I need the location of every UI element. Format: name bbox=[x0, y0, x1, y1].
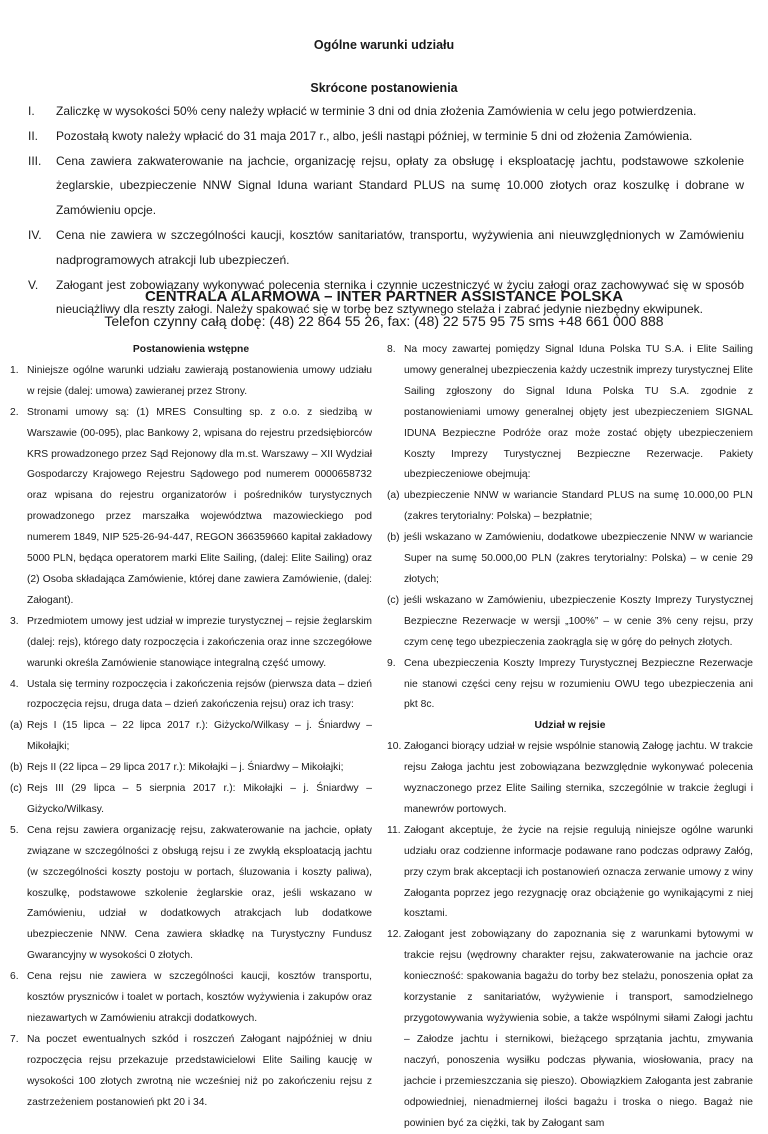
list-item bbox=[387, 591, 753, 654]
central-heading: CENTRALA ALARMOWA – INTER PARTNER ASSISTANCE POLSKA bbox=[144, 288, 624, 305]
item-text: Rejs II (22 lipca – 29 lipca 2017 r.): Mikołajki – j. Śniardwy – Mikołajki; bbox=[27, 762, 344, 774]
list-item bbox=[10, 779, 372, 821]
list-item bbox=[10, 1030, 372, 1114]
summary-item-text: Załogant jest zobowiązany wykonywać polecenia sternika i czynnie uczestniczyć w życiu załogi oraz zachowywać się w sposób nieuciążliwy dla reszty załogi. Należy spakować się w torbę bez sztywnego stelaża i zabrać jedynie niezbędny ekwipunek. bbox=[56, 277, 744, 317]
item-text: Załogant jest zobowiązany do zapoznania się z warunkami bytowymi w trakcie rejsu (wędrowny charakter rejsu, zakwaterowanie na jachcie oraz konieczność: spakowania bagażu do torby bez stelażu, ponoszenia opłat za korzystanie z sanitariatów, wyżywienie i transport, samodzielnego przygotowywania wyżywienia sobie, a także wspólnymi siłami Załogi jachtu – Załodze jachtu i sternikowi, bieżącego sprzątania jachtu, zmywania naczyń, ponoszenia wysiłku podczas pływania, wiosłowania, pracy na jachcie i przemieszczania się pieszo). Obowiązkiem Załoganta jest zabranie odpowiedniej, nienadmiernej ilości bagażu i troska o niego. Bagaż nie powinien być za ciężki, tak by Załogant sam bbox=[404, 929, 753, 1129]
summary-item-number: II. bbox=[28, 128, 39, 143]
item-number: 12. bbox=[387, 929, 402, 941]
list-item bbox=[387, 654, 753, 717]
item-number: 7. bbox=[10, 1033, 19, 1045]
list-item bbox=[387, 737, 753, 821]
phone-line: Telefon czynny całą dobę: (48) 22 864 55 26, fax: (48) 22 575 95 75 sms +48 661 000 888 bbox=[104, 313, 664, 329]
item-number: 6. bbox=[10, 971, 19, 983]
item-number: 3. bbox=[10, 615, 19, 627]
item-number: (c) bbox=[10, 783, 23, 795]
item-number: (b) bbox=[10, 762, 23, 774]
item-number: 1. bbox=[10, 364, 19, 376]
list-item bbox=[387, 340, 753, 486]
list-item bbox=[10, 821, 372, 967]
summary-item-text: Cena zawiera zakwaterowanie na jachcie, organizację rejsu, opłaty za obsługę i eksploatację jachtu, podstawowe szkolenie żeglarskie, ubezpieczenie NNW Signal Iduna wariant Standard PLUS na sumę 10.000 złotych oraz koszulkę i dobrane w Zamówieniu opcje. bbox=[56, 153, 744, 218]
list-item bbox=[10, 716, 372, 758]
page-title: Ogólne warunki udziału bbox=[313, 38, 455, 52]
item-text: Załogant akceptuje, że życie na rejsie regulują niniejsze ogólne warunki udziału oraz codzienne informacje podawane rano podczas odprawy Załóg, przy czym brak akceptacji ich postanowień oznacza zerwanie umowy z winy Załoganta poprzez jego rezygnację oraz obciążenie go wynikającymi z niej kosztami. bbox=[404, 824, 753, 920]
item-text: jeśli wskazano w Zamówieniu, ubezpieczenie Koszty Imprezy Turystycznej Bezpieczne Rezerwacje w wersji „100%” – w cenie 3% ceny rejsu, przy czym cenę tego ubezpieczenia zaokrągla się w górę do pełnych złotych. bbox=[404, 594, 753, 648]
item-text: Rejs III (29 lipca – 5 sierpnia 2017 r.): Mikołajki – j. Śniardwy – Giżycko/Wilkasy. bbox=[27, 783, 372, 815]
item-number: 2. bbox=[10, 406, 19, 418]
summary-item bbox=[28, 124, 744, 149]
item-text: Rejs I (15 lipca – 22 lipca 2017 r.): Giżycko/Wilkasy – j. Śniardwy – Mikołajki; bbox=[27, 720, 372, 753]
summary-item-text: Pozostałą kwoty należy wpłacić do 31 maja 2017 r., albo, jeśli nastąpi później, w terminie 5 dni od złożenia Zamówienia. bbox=[56, 128, 693, 143]
item-text: ubezpieczenie NNW w wariancie Standard PLUS na sumę 10.000,00 PLN (zakres terytorialny: Polska) – bezpłatnie; bbox=[404, 490, 753, 523]
item-number: 5. bbox=[10, 824, 19, 836]
item-number: (b) bbox=[387, 532, 400, 544]
summary-item-text: Zaliczkę w wysokości 50% ceny należy wpłacić w terminie 3 dni od dnia złożenia Zamówienia w celu jego potwierdzenia. bbox=[56, 104, 697, 118]
summary-item bbox=[28, 149, 744, 223]
item-number: 9. bbox=[387, 657, 396, 669]
list-item bbox=[387, 486, 753, 528]
summary-title: Skrócone postanowienia bbox=[310, 81, 458, 95]
section-heading: Udział w rejsie bbox=[534, 720, 606, 732]
item-number: 8. bbox=[387, 344, 396, 355]
summary-item-number: V. bbox=[28, 277, 39, 292]
item-text: Cena rejsu nie zawiera w szczególności kaucji, kosztów transportu, kosztów pryszniców i toalet w portach, kosztów wyżywienia i zakupów oraz niezawartych w Zamówieniu atrakcji dodatkowych. bbox=[27, 971, 372, 1024]
item-number: (a) bbox=[10, 720, 23, 732]
summary-item bbox=[28, 223, 744, 273]
item-text: Ustala się terminy rozpoczęcia i zakończenia rejsów (pierwsza data – dzień rozpoczęcia rejsu, druga data – dzień zakończenia rejsu) oraz ich trasy: bbox=[27, 678, 372, 711]
list-item bbox=[10, 675, 372, 717]
list-item bbox=[387, 821, 753, 926]
section-heading: Postanowienia wstępne bbox=[132, 344, 250, 355]
item-text: Załoganci biorący udział w rejsie wspólnie stanowią Załogę jachtu. W trakcie rejsu Załoga jachtu jest zobowiązana bezwzględnie wykonywać polecenia wyznaczonego przez Elite Sailing sternika, szczególnie w trakcie żeglugi i manewrów portowych. bbox=[404, 741, 753, 815]
list-item bbox=[10, 612, 372, 675]
list-item bbox=[10, 403, 372, 612]
item-text: Stronami umowy są: (1) MRES Consulting sp. z o.o. z siedzibą w Warszawie (00-095), plac Bankowy 2, wpisana do rejestru przedsiębiorców KRS prowadzonego przez Sąd Rejonowy dla m.st. Warszawy – XII Wydział Gospodarczy Krajowego Rejestru Sądowego pod numerem 0000658732 oraz wpisana do rejestru organizatorów i pośredników turystycznych prowadzonego przez marszałka województwa mazowieckiego pod numerem 1849, NIP 525-26-94-447, REGON 366359660 kapitał zakładowy 5000 PLN, będąca operatorem marki Elite Sailing, (dalej: Elite Sailing) oraz (2) Osoba składająca Zamówienie, której dane zawiera Zamówienie, (dalej: Załogant). bbox=[27, 406, 372, 606]
summary-item-number: III. bbox=[28, 153, 42, 168]
item-text: Niniejsze ogólne warunki udziału zawierają postanowienia umowy udziału w rejsie (dalej: umowa) zawieranej przez Strony. bbox=[27, 364, 372, 397]
item-number: 4. bbox=[10, 678, 19, 690]
item-text: Cena rejsu zawiera organizację rejsu, zakwaterowanie na jachcie, opłaty związane w szczególności z obsługą rejsu i ze zwykłą eksploatacją jachtu (w szczególności koszty postoju w portach, śluzowania i koszty paliwa), koszulkę, podstawowe szkolenie żeglarskie oraz, jeśli wskazano w Zamówieniu, udział w dodatkowych atrakcjach lub dodatkowe ubezpieczenie NNW. Cena zawiera składkę na Turystyczny Fundusz Gwarancyjny w wysokości 0 złotych. bbox=[27, 824, 372, 962]
item-number: (a) bbox=[387, 490, 400, 502]
list-item bbox=[387, 528, 753, 591]
list-item bbox=[10, 758, 372, 779]
item-text: Przedmiotem umowy jest udział w imprezie turystycznej – rejsie żeglarskim (dalej: rejs), którego daty rozpoczęcia i zakończenia oraz inne szczegółowe warunki określa Zamówienie stanowiące integralną część umowy. bbox=[27, 615, 372, 669]
item-number: 10. bbox=[387, 741, 402, 753]
right-column bbox=[387, 340, 753, 1134]
list-item bbox=[10, 361, 372, 403]
list-item bbox=[10, 967, 372, 1030]
item-text: Cena ubezpieczenia Koszty Imprezy Turystycznej Bezpieczne Rezerwacje nie stanowi części ceny rejsu w rozumieniu OWU tego ubezpieczenia ani pkt 8c. bbox=[404, 657, 753, 711]
summary-item-number: IV. bbox=[28, 227, 42, 242]
item-number: 11. bbox=[387, 824, 401, 836]
item-text: jeśli wskazano w Zamówieniu, dodatkowe ubezpieczenie NNW w wariancie Super na sumę 50.000,00 PLN (zakres terytorialny: Polska) – w cenie 29 złotych; bbox=[404, 532, 753, 585]
summary-item bbox=[28, 99, 744, 124]
item-text: Na poczet ewentualnych szkód i roszczeń Załogant najpóźniej w dniu rozpoczęcia rejsu przekazuje przedstawicielowi Elite Sailing kaucję w wysokości 100 złotych zwrotną nie wcześniej niż po zakończeniu rejsu z zastrzeżeniem postanowień pkt 20 i 34. bbox=[27, 1033, 372, 1108]
list-item bbox=[387, 925, 753, 1134]
item-number: (c) bbox=[387, 594, 400, 606]
item-text: Na mocy zawartej pomiędzy Signal Iduna Polska TU S.A. i Elite Sailing umowy generalnej ubezpieczenia każdy uczestnik imprezy turystycznej Elite Sailing zgłoszony do Signal Iduna Polska TU S.A. zgodnie z postanowieniami umowy generalnej objęty jest ubezpieczeniem SIGNAL IDUNA Bezpieczne Podróże oraz może zostać objęty ubezpieczeniem Koszty Imprezy Turystycznej Bezpieczne Rezerwacje. Pakiety ubezpieczeniowe obejmują: bbox=[404, 344, 753, 481]
summary-item-text: Cena nie zawiera w szczególności kaucji, kosztów sanitariatów, transportu, wyżywienia ani nieuwzględnionych w Zamówieniu nadprogramowych atrakcji lub ubezpieczeń. bbox=[56, 227, 744, 267]
left-column bbox=[10, 340, 372, 1114]
summary-item-number: I. bbox=[28, 104, 35, 118]
